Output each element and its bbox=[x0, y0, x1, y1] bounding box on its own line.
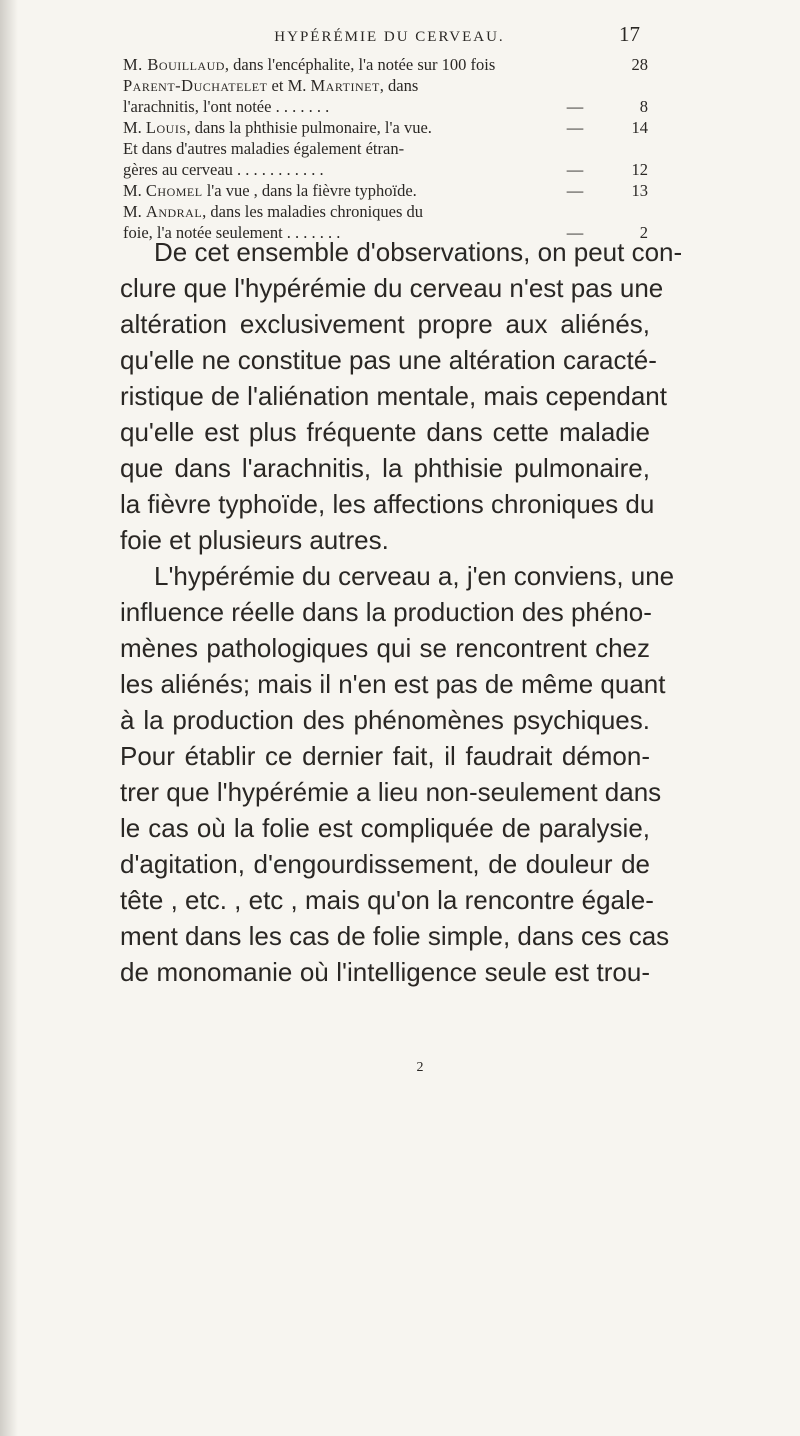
table-row: l'arachnitis, l'ont notée . . . . . . . — 8 bbox=[123, 97, 648, 116]
paragraph-line: influence réelle dans la production des phéno- bbox=[120, 597, 652, 627]
body-text bbox=[120, 234, 683, 990]
paragraph-line: De cet ensemble d'observations, on peut con- bbox=[154, 237, 683, 267]
paragraph-line: tête , etc. , etc , mais qu'on la rencontre égale- bbox=[120, 885, 654, 915]
table-row: gères au cerveau . . . . . . . . . . . — 12 bbox=[123, 160, 648, 179]
table-row: M. Louis, dans la phthisie pulmonaire, l'a vue. — 14 bbox=[123, 118, 648, 137]
table-row: Et dans d'autres maladies également étran- bbox=[123, 139, 405, 158]
table-dash: — bbox=[566, 223, 584, 242]
paragraph-line: de monomanie où l'intelligence seule est trou- bbox=[120, 957, 650, 987]
table-value: 8 bbox=[639, 97, 648, 116]
table-value: 2 bbox=[639, 223, 648, 242]
author-name: Chomel bbox=[145, 181, 203, 200]
table-dash: — bbox=[566, 160, 584, 179]
table-value: 13 bbox=[631, 181, 648, 200]
paragraph-line: le cas où la folie est compliquée de paralysie, bbox=[120, 813, 650, 843]
paragraph-line: à la production des phénomènes psychiques. bbox=[120, 705, 650, 735]
paragraph-line: mènes pathologiques qui se rencontrent chez bbox=[120, 633, 650, 663]
running-head bbox=[120, 22, 640, 47]
paragraph-line: les aliénés; mais il n'en est pas de même quant bbox=[120, 669, 666, 699]
table-value: 12 bbox=[631, 160, 648, 179]
paragraph-line: altération exclusivement propre aux aliénés, bbox=[120, 309, 650, 339]
paragraph-line: L'hypérémie du cerveau a, j'en conviens, une bbox=[154, 561, 675, 591]
table-value: 28 bbox=[631, 55, 648, 74]
paragraph-line: ment dans les cas de folie simple, dans ces cas bbox=[120, 921, 670, 951]
author-name: M. Bouillaud bbox=[123, 55, 225, 74]
author-name: Parent-Duchatelet bbox=[123, 76, 268, 95]
page-gutter-shadow bbox=[0, 0, 18, 1436]
table-dash: — bbox=[566, 97, 584, 116]
signature-mark: 2 bbox=[416, 1060, 424, 1075]
paragraph-line: la fièvre typhoïde, les affections chroniques du bbox=[120, 489, 655, 519]
author-name: Andral bbox=[145, 202, 203, 221]
paragraph-line: Pour établir ce dernier fait, il faudrait démon- bbox=[120, 741, 650, 771]
running-title: HYPÉRÉMIE DU CERVEAU. bbox=[274, 29, 505, 45]
table-row: M. Bouillaud, dans l'encéphalite, l'a notée sur 100 fois 28 bbox=[123, 55, 648, 74]
paragraph-line: trer que l'hypérémie a lieu non-seulement dans bbox=[120, 777, 662, 807]
table-value: 14 bbox=[631, 118, 648, 137]
paragraph-line: d'agitation, d'engourdissement, de douleur de bbox=[120, 849, 650, 879]
paragraph-line: que dans l'arachnitis, la phthisie pulmonaire, bbox=[120, 453, 650, 483]
table-row: foie, l'a notée seulement . . . . . . . — 2 bbox=[123, 223, 648, 242]
table-row: M. Chomel l'a vue , dans la fièvre typhoïde. — 13 bbox=[123, 181, 648, 200]
paragraph-line: qu'elle ne constitue pas une altération caracté- bbox=[120, 345, 657, 375]
statistics-table bbox=[123, 54, 648, 243]
table-row: Parent-Duchatelet et M. Martinet, dans bbox=[123, 76, 419, 95]
author-name: Louis bbox=[145, 118, 187, 137]
table-dash: — bbox=[566, 118, 584, 137]
table-dash: — bbox=[566, 181, 584, 200]
page-number: 17 bbox=[619, 22, 640, 46]
author-name: Martinet bbox=[310, 76, 380, 95]
paragraph-line: ristique de l'aliénation mentale, mais cependant bbox=[120, 381, 667, 411]
table-row: M. Andral, dans les maladies chroniques du bbox=[123, 202, 424, 221]
paragraph-line: qu'elle est plus fréquente dans cette maladie bbox=[120, 417, 650, 447]
paragraph-line: foie et plusieurs autres. bbox=[120, 525, 389, 555]
paragraph-line: clure que l'hypérémie du cerveau n'est pas une bbox=[120, 273, 664, 303]
